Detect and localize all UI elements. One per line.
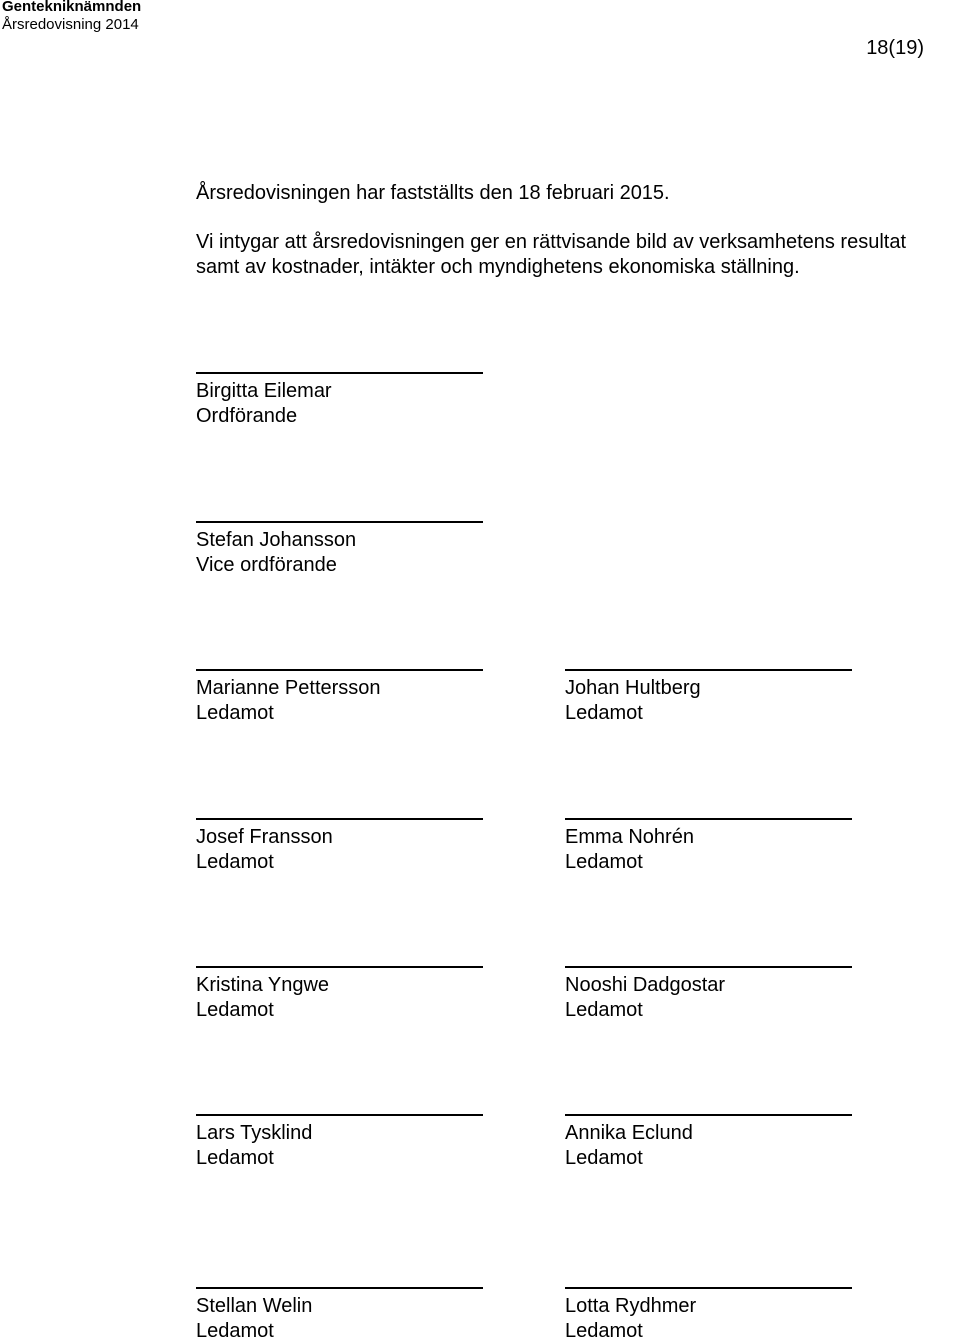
- signature-line: [565, 669, 852, 671]
- signature-line: [196, 966, 483, 968]
- signatory-name: Nooshi Dadgostar: [565, 974, 726, 996]
- signatory-name: Kristina Yngwe: [196, 974, 330, 996]
- signature-line: [565, 1114, 852, 1116]
- signatory-role: Ledamot: [565, 702, 643, 724]
- signature-block-member: [196, 1114, 483, 1171]
- signature-line: [196, 1114, 483, 1116]
- signature-block-member: [565, 1114, 852, 1171]
- signatory-role: Ledamot: [565, 999, 643, 1021]
- signature-block-chair: [196, 372, 483, 429]
- signatory-role: Ledamot: [196, 702, 274, 724]
- signatory-name: Emma Nohrén: [565, 826, 694, 848]
- signature-line: [565, 818, 852, 820]
- signatory-role: Ledamot: [196, 999, 274, 1021]
- certification-line-2: samt av kostnader, intäkter och myndighetens ekonomiska ställning.: [196, 256, 800, 278]
- signatory-role: Vice ordförande: [196, 554, 337, 576]
- signatory-role: Ledamot: [196, 1147, 274, 1169]
- signatory-role: Ledamot: [196, 851, 274, 873]
- signatory-name: Marianne Pettersson: [196, 677, 381, 699]
- signatory-role: Ledamot: [565, 1147, 643, 1169]
- signature-block-member: [565, 1287, 852, 1344]
- signature-line: [196, 372, 483, 374]
- signature-line: [196, 1287, 483, 1289]
- signature-block-member: [196, 966, 483, 1023]
- signatory-name: Stellan Welin: [196, 1295, 313, 1317]
- signatory-name: Birgitta Eilemar: [196, 380, 332, 402]
- signature-line: [565, 966, 852, 968]
- signatory-name: Annika Eclund: [565, 1122, 693, 1144]
- signatory-name: Josef Fransson: [196, 826, 333, 848]
- signature-line: [196, 669, 483, 671]
- header-document-title: Årsredovisning 2014: [2, 16, 139, 33]
- certification-line-1: Vi intygar att årsredovisningen ger en rättvisande bild av verksamhetens resultat: [196, 231, 907, 253]
- signature-block-member: [196, 669, 483, 726]
- signatory-name: Stefan Johansson: [196, 529, 357, 551]
- adoption-statement: Årsredovisningen har fastställts den 18 februari 2015.: [196, 182, 670, 204]
- signature-block-vice-chair: [196, 521, 483, 578]
- signature-line: [565, 1287, 852, 1289]
- signatory-name: Lotta Rydhmer: [565, 1295, 697, 1317]
- page-number: 18(19): [866, 37, 924, 59]
- signatory-name: Johan Hultberg: [565, 677, 701, 699]
- signatory-role: Ledamot: [196, 1320, 274, 1342]
- signatory-role: Ledamot: [565, 851, 643, 873]
- signature-block-member: [565, 669, 852, 726]
- signatory-role: Ordförande: [196, 405, 298, 427]
- header-organization: Gentekniknämnden: [2, 0, 142, 15]
- signature-block-member: [196, 818, 483, 875]
- signature-line: [196, 818, 483, 820]
- signatory-name: Lars Tysklind: [196, 1122, 313, 1144]
- signature-line: [196, 521, 483, 523]
- signature-block-member: [196, 1287, 483, 1344]
- signature-block-member: [565, 818, 852, 875]
- signatory-role: Ledamot: [565, 1320, 643, 1342]
- signature-block-member: [565, 966, 852, 1023]
